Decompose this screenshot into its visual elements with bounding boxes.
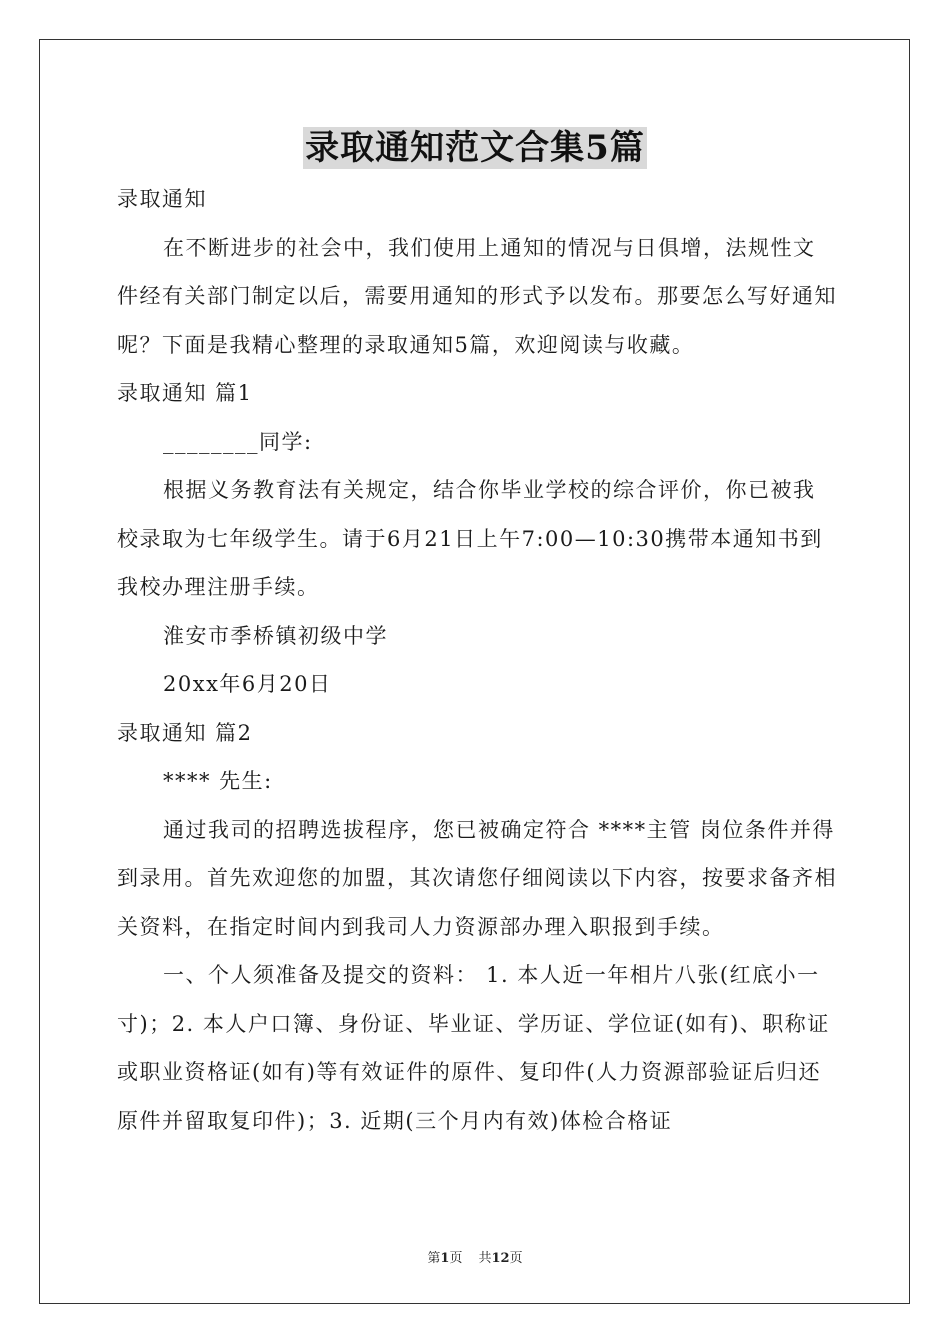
title-container [0,127,950,169]
section-heading: 录取通知 [117,187,207,211]
page-total: 12 [491,1251,510,1266]
requirements-paragraph: 一、个人须准备及提交的资料： 1. 本人近一年相片八张(红底小一寸)；2. 本人户口簿、身份证、毕业证、学历证、学位证(如有)、职称证或职业资格证(如有)等有效证件的原件、复印件(人力资源部验证后归还原件并留取复印件)；3. 近期(三个月内有效)体检合格证 [117,963,830,1133]
total-unit: 页 [509,1251,523,1266]
document-body [117,175,837,1145]
page-footer [0,1247,950,1266]
salutation-2: **** 先生: [163,769,273,793]
body-paragraph-2: 通过我司的招聘选拔程序，您已被确定符合 ****主管 岗位条件并得到录用。首先欢迎您的加盟，其次请您仔细阅读以下内容，按要求备齐相关资料，在指定时间内到我司人力资源部办理入职报到手续。 [117,817,837,939]
body-paragraph: 根据义务教育法有关规定，结合你毕业学校的综合评价，你已被我校录取为七年级学生。请于6月21日上午7:00—10:30携带本通知书到我校办理注册手续。 [117,478,823,599]
total-prefix: 共 [478,1251,492,1266]
page-unit: 页 [449,1251,463,1266]
page-prefix: 第 [427,1251,441,1266]
document-title: 录取通知范文合集5篇 [305,128,645,168]
page-current: 1 [440,1251,450,1266]
section-heading-2: 录取通知 篇2 [117,720,253,745]
signature-school: 淮安市季桥镇初级中学 [163,623,388,648]
section-heading-1: 录取通知 篇1 [117,381,253,405]
signature-date: 20xx年6月20日 [163,672,332,696]
intro-paragraph: 在不断进步的社会中，我们使用上通知的情况与日俱增，法规性文件经有关部门制定以后，需要用通知的形式予以发布。那要怎么写好通知呢？下面是我精心整理的录取通知5篇，欢迎阅读与收藏。 [117,235,837,357]
salutation: ________同学: [163,429,313,454]
